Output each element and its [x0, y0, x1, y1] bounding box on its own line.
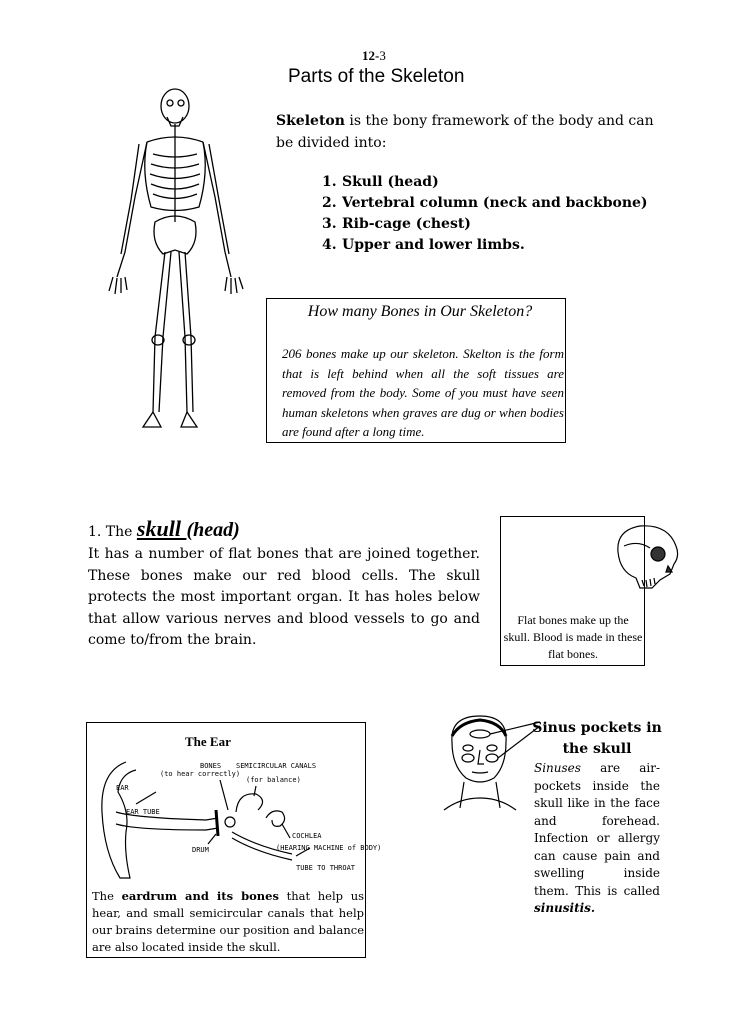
skull-heading: 1. The skull (head) [88, 516, 240, 541]
face-illustration [440, 712, 530, 812]
list-item: 3. Rib-cage (chest) [322, 216, 471, 232]
ear-label-for-balance: (for balance) [246, 776, 301, 784]
ear-label-ear: EAR [116, 784, 129, 792]
bones-box-title: How many Bones in Our Skeleton? [307, 303, 533, 320]
list-item: 2. Vertebral column (neck and backbone) [322, 195, 648, 211]
ear-label-to-hear: (to hear correctly) [160, 770, 241, 778]
ear-diagram [96, 752, 382, 882]
skeleton-illustration [95, 82, 245, 437]
skull-caption: Flat bones make up the skull. Blood is made in these flat bones. [503, 613, 643, 661]
ear-label-semicircular: SEMICIRCULAR CANALS [236, 762, 317, 770]
page-title: Parts of the Skeleton [288, 66, 465, 87]
intro-paragraph: Skeleton is the bony framework of the body and can be divided into: [276, 113, 654, 151]
skeleton-parts-list [322, 172, 692, 256]
ear-label-drum: DRUM [192, 846, 209, 854]
ear-label-cochlea: COCHLEA [292, 832, 322, 840]
ear-paragraph: The eardrum and its bones that help us hear, and small semicircular canals that help our brains determine our position and balance are also located inside the skull. [92, 889, 364, 954]
skull-paragraph: It has a number of flat bones that are joined together. These bones make our red blood cells. The skull protects the most important organ. It has holes below that allow various nerves and blood vessels to go and come to/from the brain. [88, 546, 480, 648]
sinus-title: Sinus pockets in the skull [532, 720, 662, 757]
bones-box-text: 206 bones make up our skeleton. Skelton is the form that is left behind when all the soft tissues are removed from the body. Some of you must have seen human skeletons when graves are dug or when bodies are found after a long time. [282, 346, 564, 439]
sinus-paragraph: Sinuses are air-pockets inside the skull like in the face and forehead. Infection or allergy can cause pain and swelling inside them. This is called sinusitis. [534, 761, 660, 915]
skull-illustration [610, 522, 685, 592]
list-item: 1. Skull (head) [322, 174, 439, 190]
ear-label-ear-tube: EAR TUBE [126, 808, 160, 816]
ear-label-tube: TUBE TO THROAT [296, 864, 356, 872]
list-item: 4. Upper and lower limbs. [322, 237, 525, 253]
page-number: 12-3 [362, 48, 386, 63]
ear-label-bones: BONES [200, 762, 222, 770]
ear-title: The Ear [185, 734, 231, 749]
ear-label-hearing-machine: (HEARING MACHINE of BODY) [276, 844, 382, 852]
